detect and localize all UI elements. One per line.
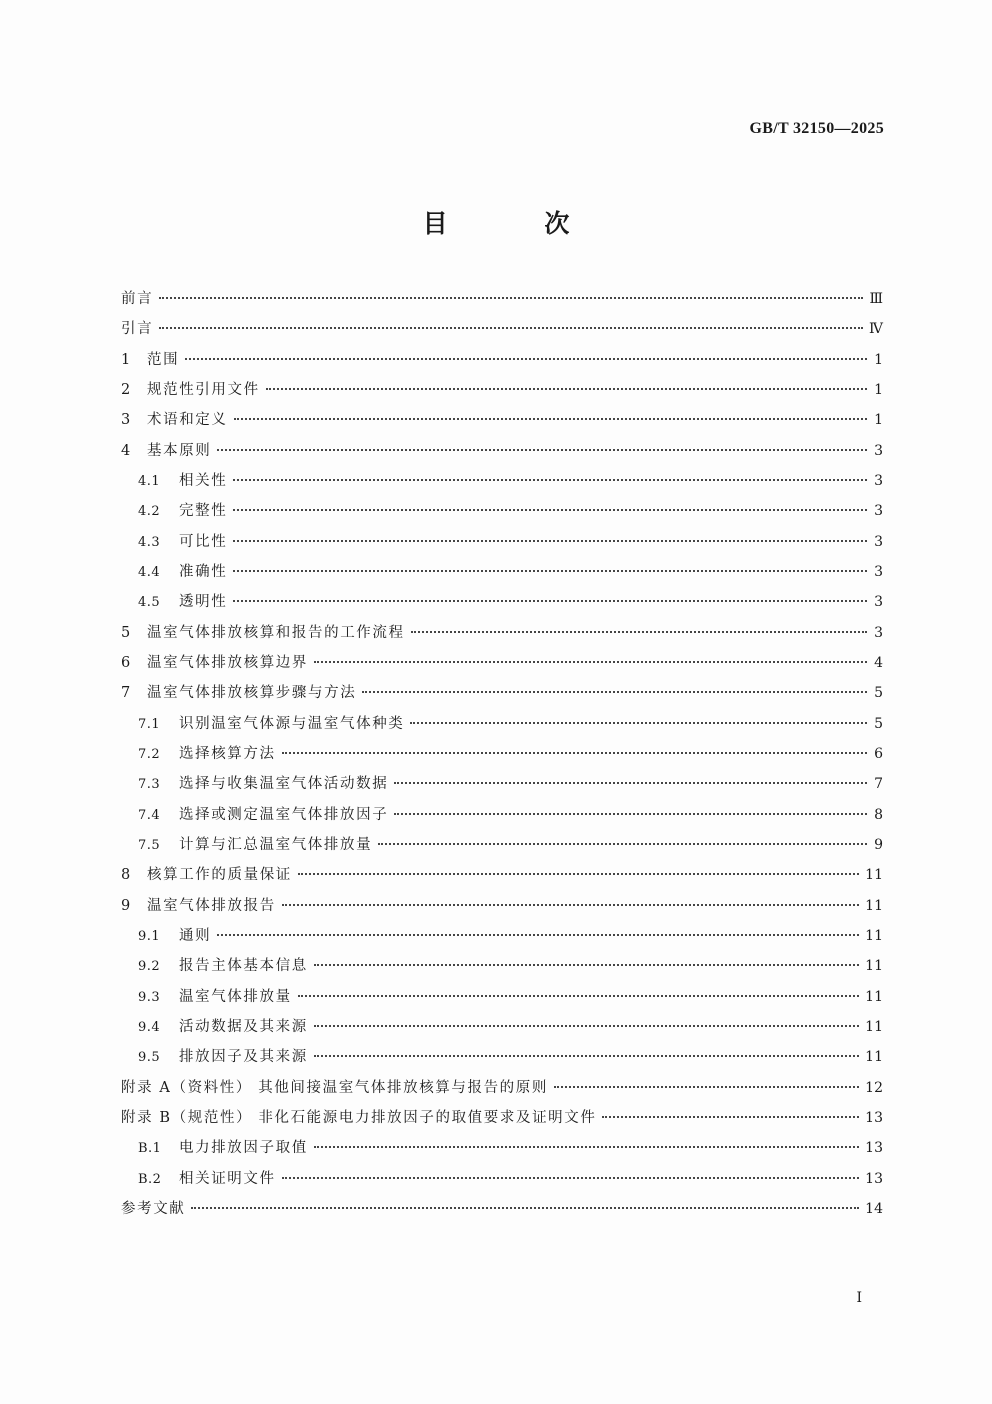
toc-entry[interactable] [121, 314, 883, 344]
toc-entry-number: 5 [121, 624, 132, 641]
toc-entry-number: 4.2 [138, 504, 161, 520]
toc-entry-page: 4 [874, 654, 883, 671]
toc-entry-title: 温室气体排放核算和报告的工作流程 [147, 624, 405, 641]
toc-entry-page: 3 [874, 442, 883, 459]
toc-entry-number: B.1 [138, 1141, 162, 1157]
toc-entry-page: 11 [865, 867, 883, 884]
toc-entry-number: 4.1 [138, 473, 161, 489]
dot-leader [233, 569, 867, 572]
toc-entry-page: 3 [874, 503, 883, 520]
toc-entry[interactable] [121, 709, 883, 739]
toc-entry-title: 完整性 [179, 503, 228, 520]
toc-entry-title: 相关证明文件 [179, 1170, 276, 1187]
toc-entry-number: 1 [121, 351, 132, 368]
dot-leader [314, 963, 859, 966]
toc-entry-number: 4.3 [138, 534, 161, 550]
toc-entry[interactable] [121, 769, 883, 799]
dot-leader [233, 508, 867, 511]
toc-entry-number: 7.4 [138, 807, 161, 823]
toc-entry[interactable] [121, 678, 883, 708]
toc-entry-title: 参考文献 [121, 1200, 186, 1217]
toc-entry-page: Ⅲ [869, 291, 883, 307]
toc-entry-number: 6 [121, 654, 132, 671]
toc-entry-title: 基本原则 [147, 442, 212, 459]
toc-entry[interactable] [121, 405, 883, 435]
toc-entry[interactable] [121, 921, 883, 951]
toc-entry-title: 可比性 [179, 533, 228, 550]
page-number: I [856, 1290, 862, 1306]
toc-entry-page: 11 [865, 958, 883, 975]
dot-leader [298, 872, 859, 875]
toc-entry-title: 引言 [121, 321, 154, 338]
toc-entry-page: 1 [874, 381, 883, 398]
dot-leader [314, 1054, 859, 1057]
toc-entry-title: 活动数据及其来源 [179, 1018, 308, 1035]
toc-entry-page: 13 [865, 1140, 883, 1157]
toc-entry[interactable] [121, 860, 883, 890]
toc-entry-page: 5 [874, 685, 883, 702]
dot-leader [314, 1145, 859, 1148]
toc-entry-title: 术语和定义 [147, 412, 228, 429]
toc-entry-title: 规范性引用文件 [147, 381, 260, 398]
dot-leader [217, 933, 859, 936]
toc-entry-title: 计算与汇总温室气体排放量 [179, 836, 373, 853]
toc-entry[interactable] [121, 951, 883, 981]
toc-entry-page: 12 [865, 1079, 883, 1096]
toc-entry-number: 7.1 [138, 716, 161, 732]
toc-entry[interactable] [121, 739, 883, 769]
dot-leader [314, 660, 867, 663]
toc-entry-title: 核算工作的质量保证 [147, 867, 292, 884]
toc-entry-title: 温室气体排放量 [179, 988, 292, 1005]
dot-leader [554, 1085, 859, 1088]
toc-entry[interactable] [121, 466, 883, 496]
dot-leader [233, 599, 867, 602]
toc-entry-number: 7.2 [138, 746, 161, 762]
toc-entry[interactable] [121, 1164, 883, 1194]
dot-leader [233, 539, 867, 542]
toc-entry-number: 3 [121, 412, 132, 429]
dot-leader [394, 812, 867, 815]
toc-entry-page: Ⅳ [869, 321, 883, 338]
toc-entry-page: 1 [874, 351, 883, 368]
toc-entry-number: 7 [121, 685, 132, 702]
dot-leader [159, 296, 863, 299]
toc-entry-page: 3 [874, 533, 883, 550]
toc-entry-page: 11 [865, 1018, 883, 1035]
toc-entry-page: 6 [874, 745, 883, 762]
toc-entry-number: 4.5 [138, 595, 161, 611]
toc-entry-page: 11 [865, 1049, 883, 1066]
page-title: 目 次 [422, 209, 614, 238]
toc-entry-number: 9.3 [138, 989, 161, 1005]
toc-entry[interactable] [121, 800, 883, 830]
toc-entry[interactable] [121, 527, 883, 557]
toc-entry-title: 透明性 [179, 594, 228, 611]
dot-leader [362, 690, 867, 693]
toc-entry-title: 温室气体排放核算边界 [147, 654, 308, 671]
standard-number: GB/T 32150—2025 [749, 120, 884, 137]
toc-entry-page: 7 [874, 776, 883, 793]
dot-leader [411, 630, 867, 633]
toc-entry-page: 14 [865, 1200, 883, 1217]
dot-leader [233, 478, 867, 481]
toc-entry-page: 3 [874, 472, 883, 489]
toc-entry-page: 3 [874, 624, 883, 641]
dot-leader [234, 417, 868, 420]
toc-entry-page: 11 [865, 897, 883, 914]
toc-entry[interactable] [121, 1194, 883, 1224]
toc-entry-title: 附录 B（规范性） 非化石能源电力排放因子的取值要求及证明文件 [121, 1109, 597, 1126]
toc-entry-title: 温室气体排放核算步骤与方法 [147, 685, 357, 702]
toc-entry[interactable] [121, 1042, 883, 1072]
toc-entry-title: 选择核算方法 [179, 745, 276, 762]
dot-leader [185, 357, 867, 360]
toc-entry[interactable] [121, 1133, 883, 1163]
dot-leader [282, 903, 859, 906]
toc-entry[interactable] [121, 648, 883, 678]
toc-entry-number: 7.5 [138, 837, 161, 853]
toc-entry-number: 9.5 [138, 1050, 161, 1066]
toc-entry-title: 相关性 [179, 472, 228, 489]
toc-entry[interactable] [121, 1103, 883, 1133]
toc-entry[interactable] [121, 618, 883, 648]
dot-leader [191, 1206, 859, 1209]
toc-entry[interactable] [121, 982, 883, 1012]
toc-entry-title: 通则 [179, 927, 212, 944]
toc-entry[interactable] [121, 1073, 883, 1103]
dot-leader [282, 1176, 860, 1179]
dot-leader [394, 781, 867, 784]
toc-entry[interactable] [121, 587, 883, 617]
dot-leader [298, 994, 859, 997]
toc-entry-page: 13 [865, 1170, 883, 1187]
toc-entry[interactable] [121, 557, 883, 587]
dot-leader [314, 1024, 859, 1027]
toc-entry[interactable] [121, 496, 883, 526]
dot-leader [282, 751, 867, 754]
dot-leader [159, 326, 863, 329]
dot-leader [602, 1115, 859, 1118]
toc-entry-page: 5 [874, 715, 883, 732]
toc-entry[interactable] [121, 375, 883, 405]
toc-entry-title: 温室气体排放报告 [147, 897, 276, 914]
toc-entry-title: 排放因子及其来源 [179, 1049, 308, 1066]
toc-entry-number: 9.1 [138, 928, 161, 944]
toc-entry[interactable] [121, 284, 883, 314]
toc-entry-title: 准确性 [179, 563, 228, 580]
toc-entry-page: 1 [874, 412, 883, 429]
toc-entry-page: 8 [874, 806, 883, 823]
dot-leader [266, 387, 867, 390]
toc-entry-number: 9 [121, 897, 132, 914]
dot-leader [410, 721, 867, 724]
toc-entry-title: 识别温室气体源与温室气体种类 [179, 715, 405, 732]
toc-entry-title: 范围 [147, 351, 180, 368]
toc-entry-page: 13 [865, 1109, 883, 1126]
toc-entry[interactable] [121, 345, 883, 375]
table-of-contents [121, 284, 883, 1224]
dot-leader [217, 448, 867, 451]
toc-entry-title: 选择或测定温室气体排放因子 [179, 806, 389, 823]
toc-entry[interactable] [121, 436, 883, 466]
toc-entry-title: 报告主体基本信息 [179, 958, 308, 975]
toc-entry-number: 4.4 [138, 564, 161, 580]
toc-entry-number: 2 [121, 381, 132, 398]
toc-entry-page: 11 [865, 927, 883, 944]
toc-entry-title: 前言 [121, 291, 154, 307]
toc-entry-number: 7.3 [138, 777, 161, 793]
toc-entry[interactable] [121, 1012, 883, 1042]
toc-entry[interactable] [121, 891, 883, 921]
toc-entry-title: 电力排放因子取值 [179, 1140, 308, 1157]
toc-entry-number: 4 [121, 442, 132, 459]
toc-entry-title: 选择与收集温室气体活动数据 [179, 776, 389, 793]
toc-entry-number: 9.4 [138, 1019, 161, 1035]
toc-entry[interactable] [121, 830, 883, 860]
toc-entry-page: 11 [865, 988, 883, 1005]
toc-entry-page: 3 [874, 563, 883, 580]
toc-entry-title: 附录 A（资料性） 其他间接温室气体排放核算与报告的原则 [121, 1079, 548, 1096]
toc-entry-page: 3 [874, 594, 883, 611]
toc-entry-number: 8 [121, 867, 132, 884]
toc-entry-number: 9.2 [138, 959, 161, 975]
dot-leader [378, 842, 867, 845]
toc-entry-number: B.2 [138, 1171, 162, 1187]
toc-entry-page: 9 [874, 836, 883, 853]
